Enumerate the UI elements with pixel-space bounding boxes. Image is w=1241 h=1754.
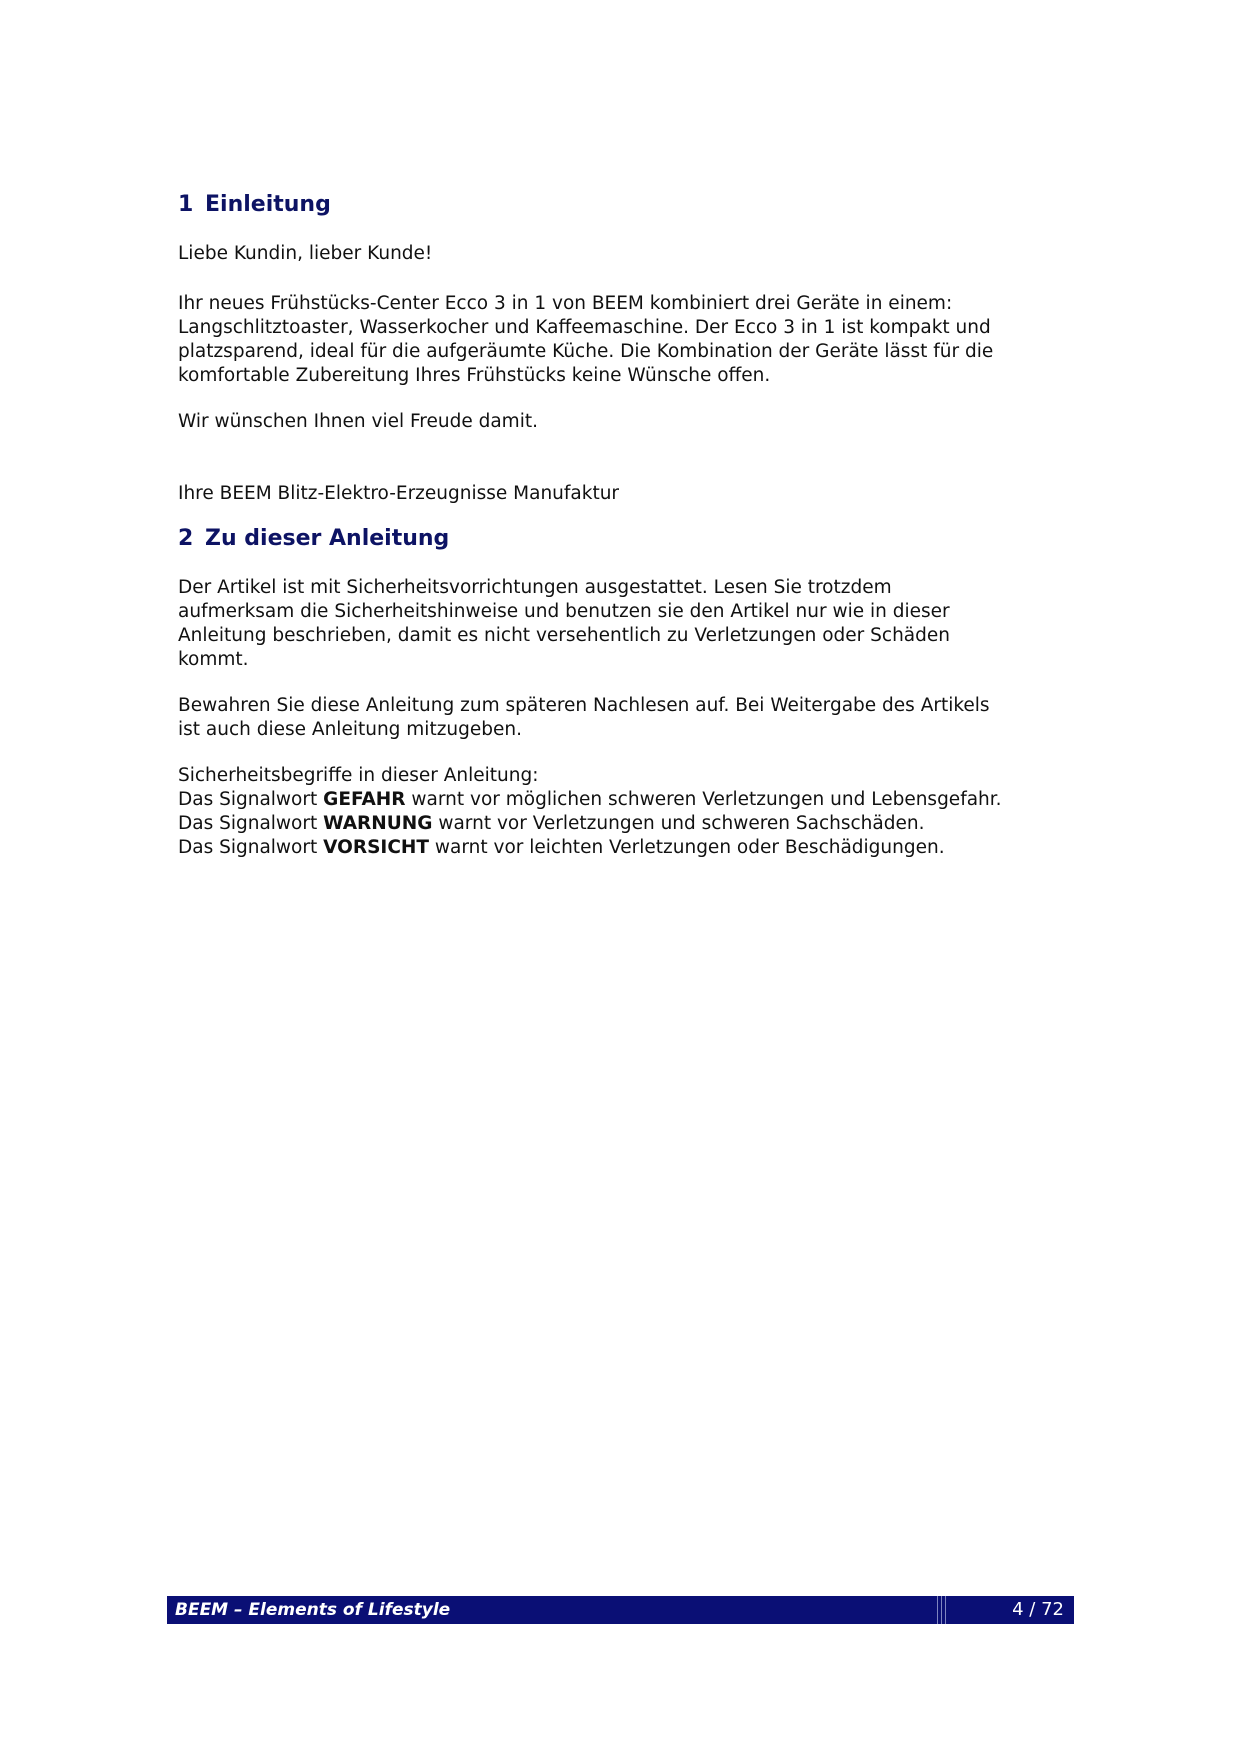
intro-paragraph bbox=[178, 292, 1078, 388]
section-1-title: Einleitung bbox=[205, 192, 331, 217]
section-2-title: Zu dieser Anleitung bbox=[205, 526, 450, 551]
keep-paragraph bbox=[178, 694, 1078, 742]
intro-line: komfortable Zubereitung Ihres Frühstücks keine Wünsche offen. bbox=[178, 365, 771, 386]
section-1-heading bbox=[178, 190, 1078, 220]
safety-line: kommt. bbox=[178, 649, 249, 670]
signal-text-vorsicht: warnt vor leichten Verletzungen oder Beschädigungen. bbox=[434, 837, 945, 858]
signal-prefix: Das Signalwort bbox=[178, 813, 318, 834]
safety-line: aufmerksam die Sicherheitshinweise und benutzen sie den Artikel nur wie in dieser bbox=[178, 601, 950, 622]
signal-word-vorsicht: VORSICHT bbox=[323, 837, 429, 858]
footer-divider bbox=[945, 1596, 946, 1624]
footer-divider bbox=[941, 1596, 942, 1624]
signature-text: Ihre BEEM Blitz-Elektro-Erzeugnisse Manufaktur bbox=[178, 483, 620, 504]
signal-line-vorsicht bbox=[178, 836, 1078, 860]
signal-word-gefahr: GEFAHR bbox=[323, 789, 406, 810]
terms-block bbox=[178, 764, 1078, 860]
section-2-heading bbox=[178, 524, 1078, 554]
footer-divider bbox=[937, 1596, 938, 1624]
signal-prefix: Das Signalwort bbox=[178, 789, 318, 810]
keep-line: ist auch diese Anleitung mitzugeben. bbox=[178, 719, 522, 740]
signal-text-gefahr: warnt vor möglichen schweren Verletzungen und Lebensgefahr. bbox=[411, 789, 1002, 810]
page-content bbox=[178, 190, 1078, 860]
signal-line-warnung bbox=[178, 812, 1078, 836]
signal-line-gefahr bbox=[178, 788, 1078, 812]
safety-line: Der Artikel ist mit Sicherheitsvorrichtungen ausgestattet. Lesen Sie trotzdem bbox=[178, 577, 892, 598]
safety-line: Anleitung beschrieben, damit es nicht versehentlich zu Verletzungen oder Schäden bbox=[178, 625, 950, 646]
section-1-number: 1 bbox=[178, 192, 194, 217]
intro-line: platzsparend, ideal für die aufgeräumte Küche. Die Kombination der Geräte lässt für die bbox=[178, 341, 994, 362]
signal-prefix: Das Signalwort bbox=[178, 837, 318, 858]
wish-text: Wir wünschen Ihnen viel Freude damit. bbox=[178, 411, 538, 432]
terms-heading: Sicherheitsbegriffe in dieser Anleitung: bbox=[178, 765, 539, 786]
page-footer bbox=[167, 1596, 1074, 1624]
keep-line: Bewahren Sie diese Anleitung zum späteren Nachlesen auf. Bei Weitergabe des Artikels bbox=[178, 695, 990, 716]
signal-text-warnung: warnt vor Verletzungen und schweren Sachschäden. bbox=[438, 813, 925, 834]
section-2-number: 2 bbox=[178, 526, 194, 551]
signal-word-warnung: WARNUNG bbox=[323, 813, 433, 834]
page-number: 4 / 72 bbox=[1012, 1599, 1064, 1620]
safety-paragraph bbox=[178, 576, 1078, 672]
intro-line: Ihr neues Frühstücks-Center Ecco 3 in 1 von BEEM kombiniert drei Geräte in einem: bbox=[178, 293, 953, 314]
intro-line: Langschlitztoaster, Wasserkocher und Kaffeemaschine. Der Ecco 3 in 1 ist kompakt und bbox=[178, 317, 991, 338]
footer-brand: BEEM – Elements of Lifestyle bbox=[175, 1600, 451, 1620]
greeting: Liebe Kundin, lieber Kunde! bbox=[178, 243, 433, 264]
